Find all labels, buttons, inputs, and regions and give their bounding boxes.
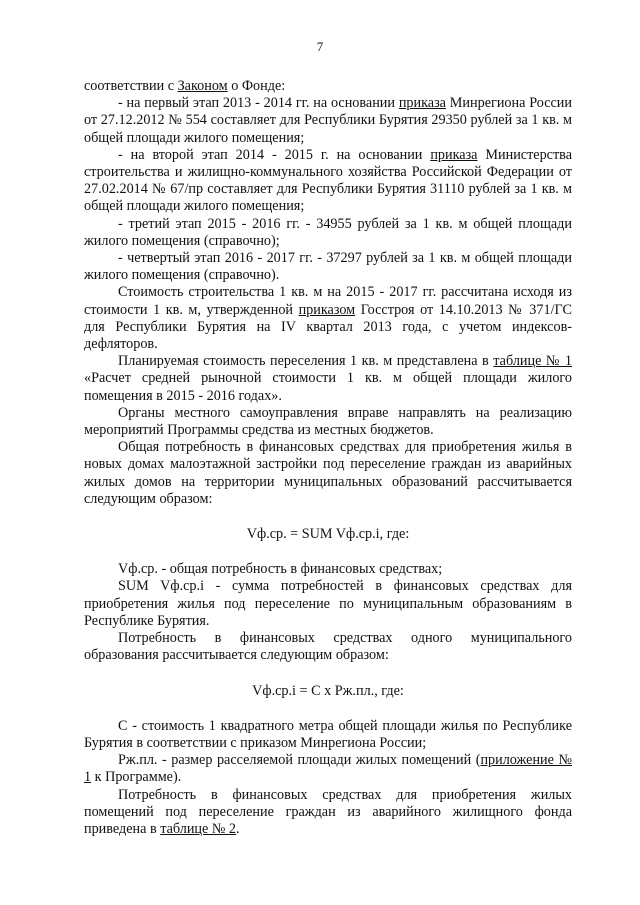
document-body <box>84 78 572 838</box>
text: Потребность в финансовых средствах для приобретения жилых помещений под переселение граждан из аварийного жилищного фонда приведена в <box>84 786 572 837</box>
paragraph <box>84 147 572 216</box>
paragraph <box>84 752 572 786</box>
spacer <box>84 508 572 526</box>
paragraph: - четвертый этап 2016 - 2017 гг. - 37297 рублей за 1 кв. м общей площади жилого помещения (справочно). <box>84 250 572 284</box>
text: Стоимость строительства 1 кв. м на 2015 - 2017 гг. рассчитана исходя из стоимости 1 кв. м, утвержденной <box>84 284 572 318</box>
formula: Vф.ср.i = C x Рж.пл., где: <box>252 682 404 699</box>
text: к Программе). <box>91 769 182 786</box>
order-link[interactable]: приказом <box>298 301 356 318</box>
paragraph <box>84 78 572 95</box>
text: - на первый этап 2013 - 2014 гг. на основании <box>118 95 399 112</box>
paragraph: - третий этап 2015 - 2016 гг. - 34955 рублей за 1 кв. м общей площади жилого помещения (справочно); <box>84 215 572 249</box>
paragraph <box>84 353 572 405</box>
paragraph: C - стоимость 1 квадратного метра общей площади жилья по Республике Бурятия в соответствии с приказом Минрегиона России; <box>84 717 572 751</box>
order-link[interactable]: приказа <box>430 146 478 163</box>
paragraph: Органы местного самоуправления вправе направлять на реализацию мероприятий Программы средства из местных бюджетов. <box>84 404 572 439</box>
spacer <box>84 665 572 683</box>
text: Министерства строительства и жилищно-коммунального хозяйства Российской Федерации от 27.02.2014 № 67/пр составляет для Республики Бурятия 31110 рублей за 1 кв. м общей площади жилого помещения; <box>84 146 572 215</box>
text: - на второй этап 2014 - 2015 г. на основании <box>118 146 431 163</box>
appendix-link[interactable]: приложение № 1 <box>84 752 573 786</box>
text: «Расчет средней рыночной стоимости 1 кв. м общей площади жилого помещения в 2015 - 2016 годах». <box>84 370 572 404</box>
text: Рж.пл. - размер расселяемой площади жилых помещений ( <box>118 752 481 769</box>
paragraph <box>84 284 572 353</box>
paragraph <box>84 787 572 839</box>
order-link[interactable]: приказа <box>398 95 446 112</box>
text: Госстроя от 14.10.2013 № 371/ГС для Республики Бурятия на IV квартал 2013 года, с учетом индексов-дефляторов. <box>84 301 572 353</box>
spacer <box>84 543 572 561</box>
text: соответствии с <box>84 78 178 94</box>
paragraph <box>84 95 572 147</box>
text: о Фонде: <box>227 78 286 94</box>
page-number: 7 <box>316 39 324 54</box>
text: Планируемая стоимость переселения 1 кв. м представлена в <box>118 353 494 370</box>
paragraph: Потребность в финансовых средствах одного муниципального образования рассчитывается следующим образом: <box>84 630 572 664</box>
paragraph: Vф.ср. - общая потребность в финансовых средствах; <box>118 561 443 578</box>
table-link[interactable]: таблице № 1 <box>493 353 573 370</box>
text: . <box>236 820 240 837</box>
law-link[interactable]: Законом <box>177 78 228 94</box>
table-link[interactable]: таблице № 2 <box>160 820 237 837</box>
paragraph: Общая потребность в финансовых средствах для приобретения жилья в новых домах малоэтажной застройки под переселение граждан из аварийных жилых домов на территории муниципальных образований рассчитывается следующим образом: <box>84 439 572 507</box>
text: Минрегиона России от 27.12.2012 № 554 составляет для Республики Бурятия 29350 рублей за 1 кв. м общей площади жилого помещения; <box>84 95 572 146</box>
spacer <box>84 700 572 718</box>
paragraph: SUM Vф.ср.i - сумма потребностей в финансовых средствах для приобретения жилья под переселение по муниципальным образованиям в Республике Бурятия. <box>84 578 572 629</box>
formula: Vф.ср. = SUM Vф.ср.i, где: <box>246 526 410 543</box>
